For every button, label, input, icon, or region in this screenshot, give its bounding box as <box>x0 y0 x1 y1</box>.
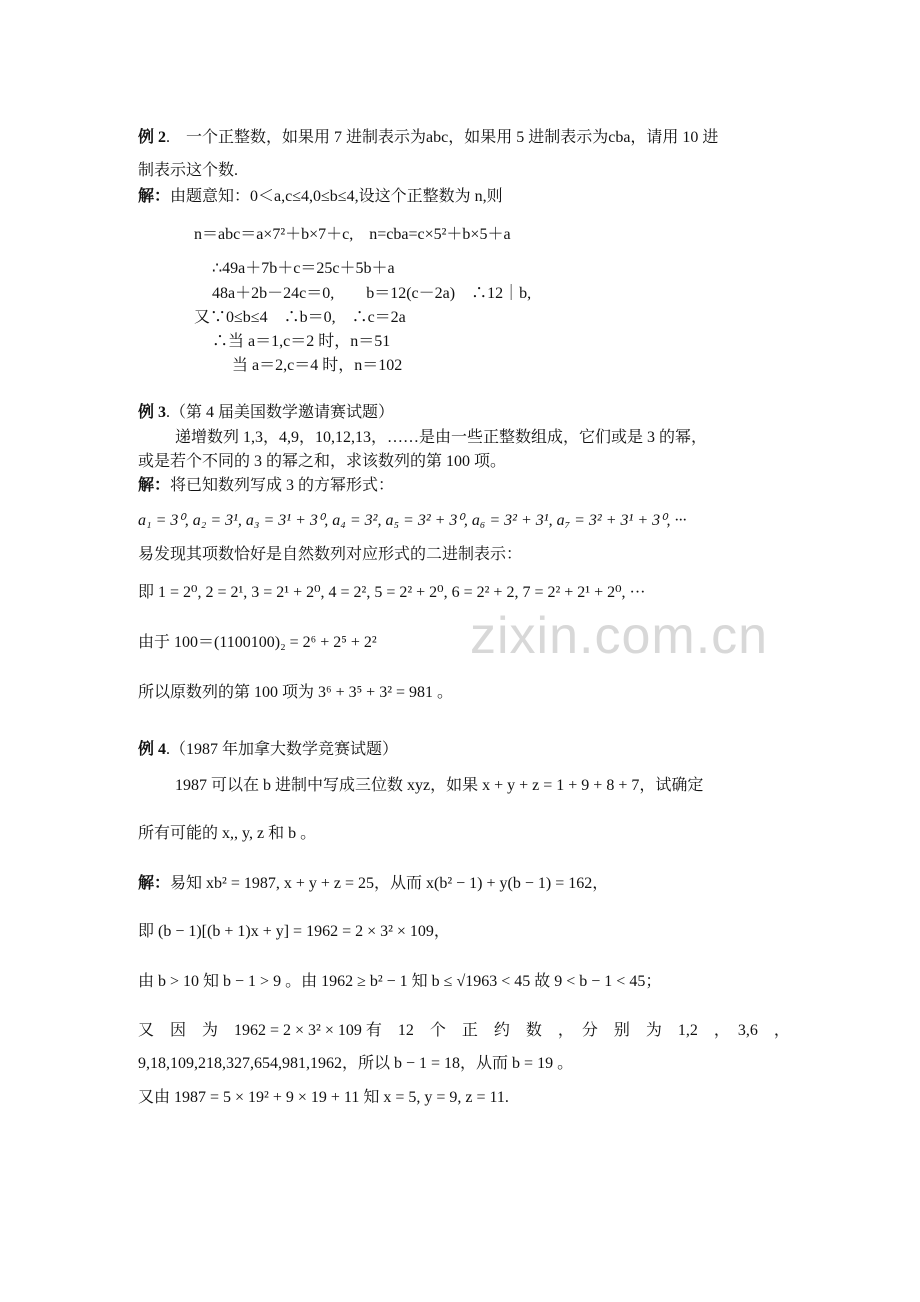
ex4-line2: 所有可能的 x,, y, z 和 b 。 <box>138 825 317 842</box>
ex4-sol-label: 解： <box>138 875 171 892</box>
ex3-title: .（第 4 届美国数学邀请赛试题） <box>166 404 395 421</box>
ex4-line1: 1987 可以在 b 进制中写成三位数 xyz，如果 x + y + z = 1 + 9 + 8 + 7，试确定 <box>175 777 704 794</box>
ex4-sol1-text: 易知 xb² = 1987, x + y + z = 25，从而 x(b² − 1) + y(b − 1) = 162， <box>170 875 609 892</box>
ex3-sol-label: 解： <box>138 477 171 494</box>
ex4-label: 例 4 <box>138 741 167 758</box>
watermark: zixin.com.cn <box>470 607 769 665</box>
ex3-sol-text: 将已知数列写成 3 的方幂形式： <box>170 477 395 494</box>
ex4-solution-6: 又由 1987 = 5 × 19² + 9 × 19 + 11 知 x = 5, y = 9, z = 11. <box>138 1089 509 1106</box>
ex2-solution <box>138 187 503 207</box>
ex2-label: 例 2 <box>138 129 167 146</box>
ex4-heading <box>138 740 398 760</box>
ex2-eq6: 当 a＝2,c＝4 时，n＝102 <box>232 357 403 374</box>
ex2-eq4: 又∵0≤b≤4 ∴b＝0, ∴c＝2a <box>194 309 406 326</box>
ex3-line1: 递增数列 1,3，4,9，10,12,13，……是由一些正整数组成，它们或是 3 的幂， <box>175 429 708 446</box>
ex2-eq3: 48a＋2b－24c＝0, b＝12(c－2a) ∴12｜b, <box>212 285 532 302</box>
ex2-eq5: ∴当 a＝1,c＝2 时，n＝51 <box>212 333 391 350</box>
ex2-sol-label: 解： <box>138 188 171 205</box>
ex2-sol-text: 由题意知：0＜a,c≤4,0≤b≤4,设这个正整数为 n,则 <box>170 188 503 205</box>
ex3-heading <box>138 403 394 423</box>
ex3-sequence: a₁ = 3⁰, a₂ = 3¹, a₃ = 3¹ + 3⁰, a₄ = 3², a₅ = 3² + 3⁰, a₆ = 3² + 3¹, a₇ = 3² + 3¹ + 3⁰, ··· <box>138 512 687 529</box>
ex4-solution-3: 由 b > 10 知 b − 1 > 9 。由 1962 ≥ b² − 1 知 b ≤ √1963 < 45 故 9 < b − 1 < 45； <box>138 973 662 990</box>
ex4-solution-2: 即 (b − 1)[(b + 1)x + y] = 1962 = 2 × 3² × 109， <box>138 923 450 940</box>
ex4-solution-5: 9,18,109,218,327,654,981,1962，所以 b − 1 = 18，从而 b = 19 。 <box>138 1055 574 1072</box>
ex4-solution-1 <box>138 874 608 894</box>
ex3-solution <box>138 476 394 496</box>
ex3-note: 易发现其项数恰好是自然数列对应形式的二进制表示： <box>138 546 523 563</box>
ex3-label: 例 3 <box>138 404 167 421</box>
ex3-binary: 即 1 = 2⁰, 2 = 2¹, 3 = 2¹ + 2⁰, 4 = 2², 5 = 2² + 2⁰, 6 = 2² + 2, 7 = 2² + 2¹ + 2⁰, ··· <box>138 584 646 601</box>
ex3-conversion: 由于 100＝(1100100)₂ = 2⁶ + 2⁵ + 2² <box>138 634 377 651</box>
ex2-eq1: n＝abc＝a×7²＋b×7＋c, n=cba=c×5²＋b×5＋a <box>194 226 511 243</box>
ex3-answer: 所以原数列的第 100 项为 3⁶ + 3⁵ + 3² = 981 。 <box>138 684 454 701</box>
ex4-title: .（1987 年加拿大数学竞赛试题） <box>166 741 399 758</box>
ex2-line1 <box>138 128 718 148</box>
ex3-line2: 或是若个不同的 3 的幂之和，求该数列的第 100 项。 <box>138 453 507 470</box>
ex2-line2: 制表示这个数. <box>138 162 239 179</box>
ex2-eq2: ∴49a＋7b＋c＝25c＋5b＋a <box>212 260 395 277</box>
ex4-solution-4: 又 因 为 1962 = 2 × 3² × 109 有 12 个 正 约 数 ， 分 别 为 1,2 ， 3,6 ， <box>138 1022 790 1039</box>
ex2-question: . 一个正整数，如果用 7 进制表示为abc，如果用 5 进制表示为cba，请用 10 进 <box>166 129 719 146</box>
